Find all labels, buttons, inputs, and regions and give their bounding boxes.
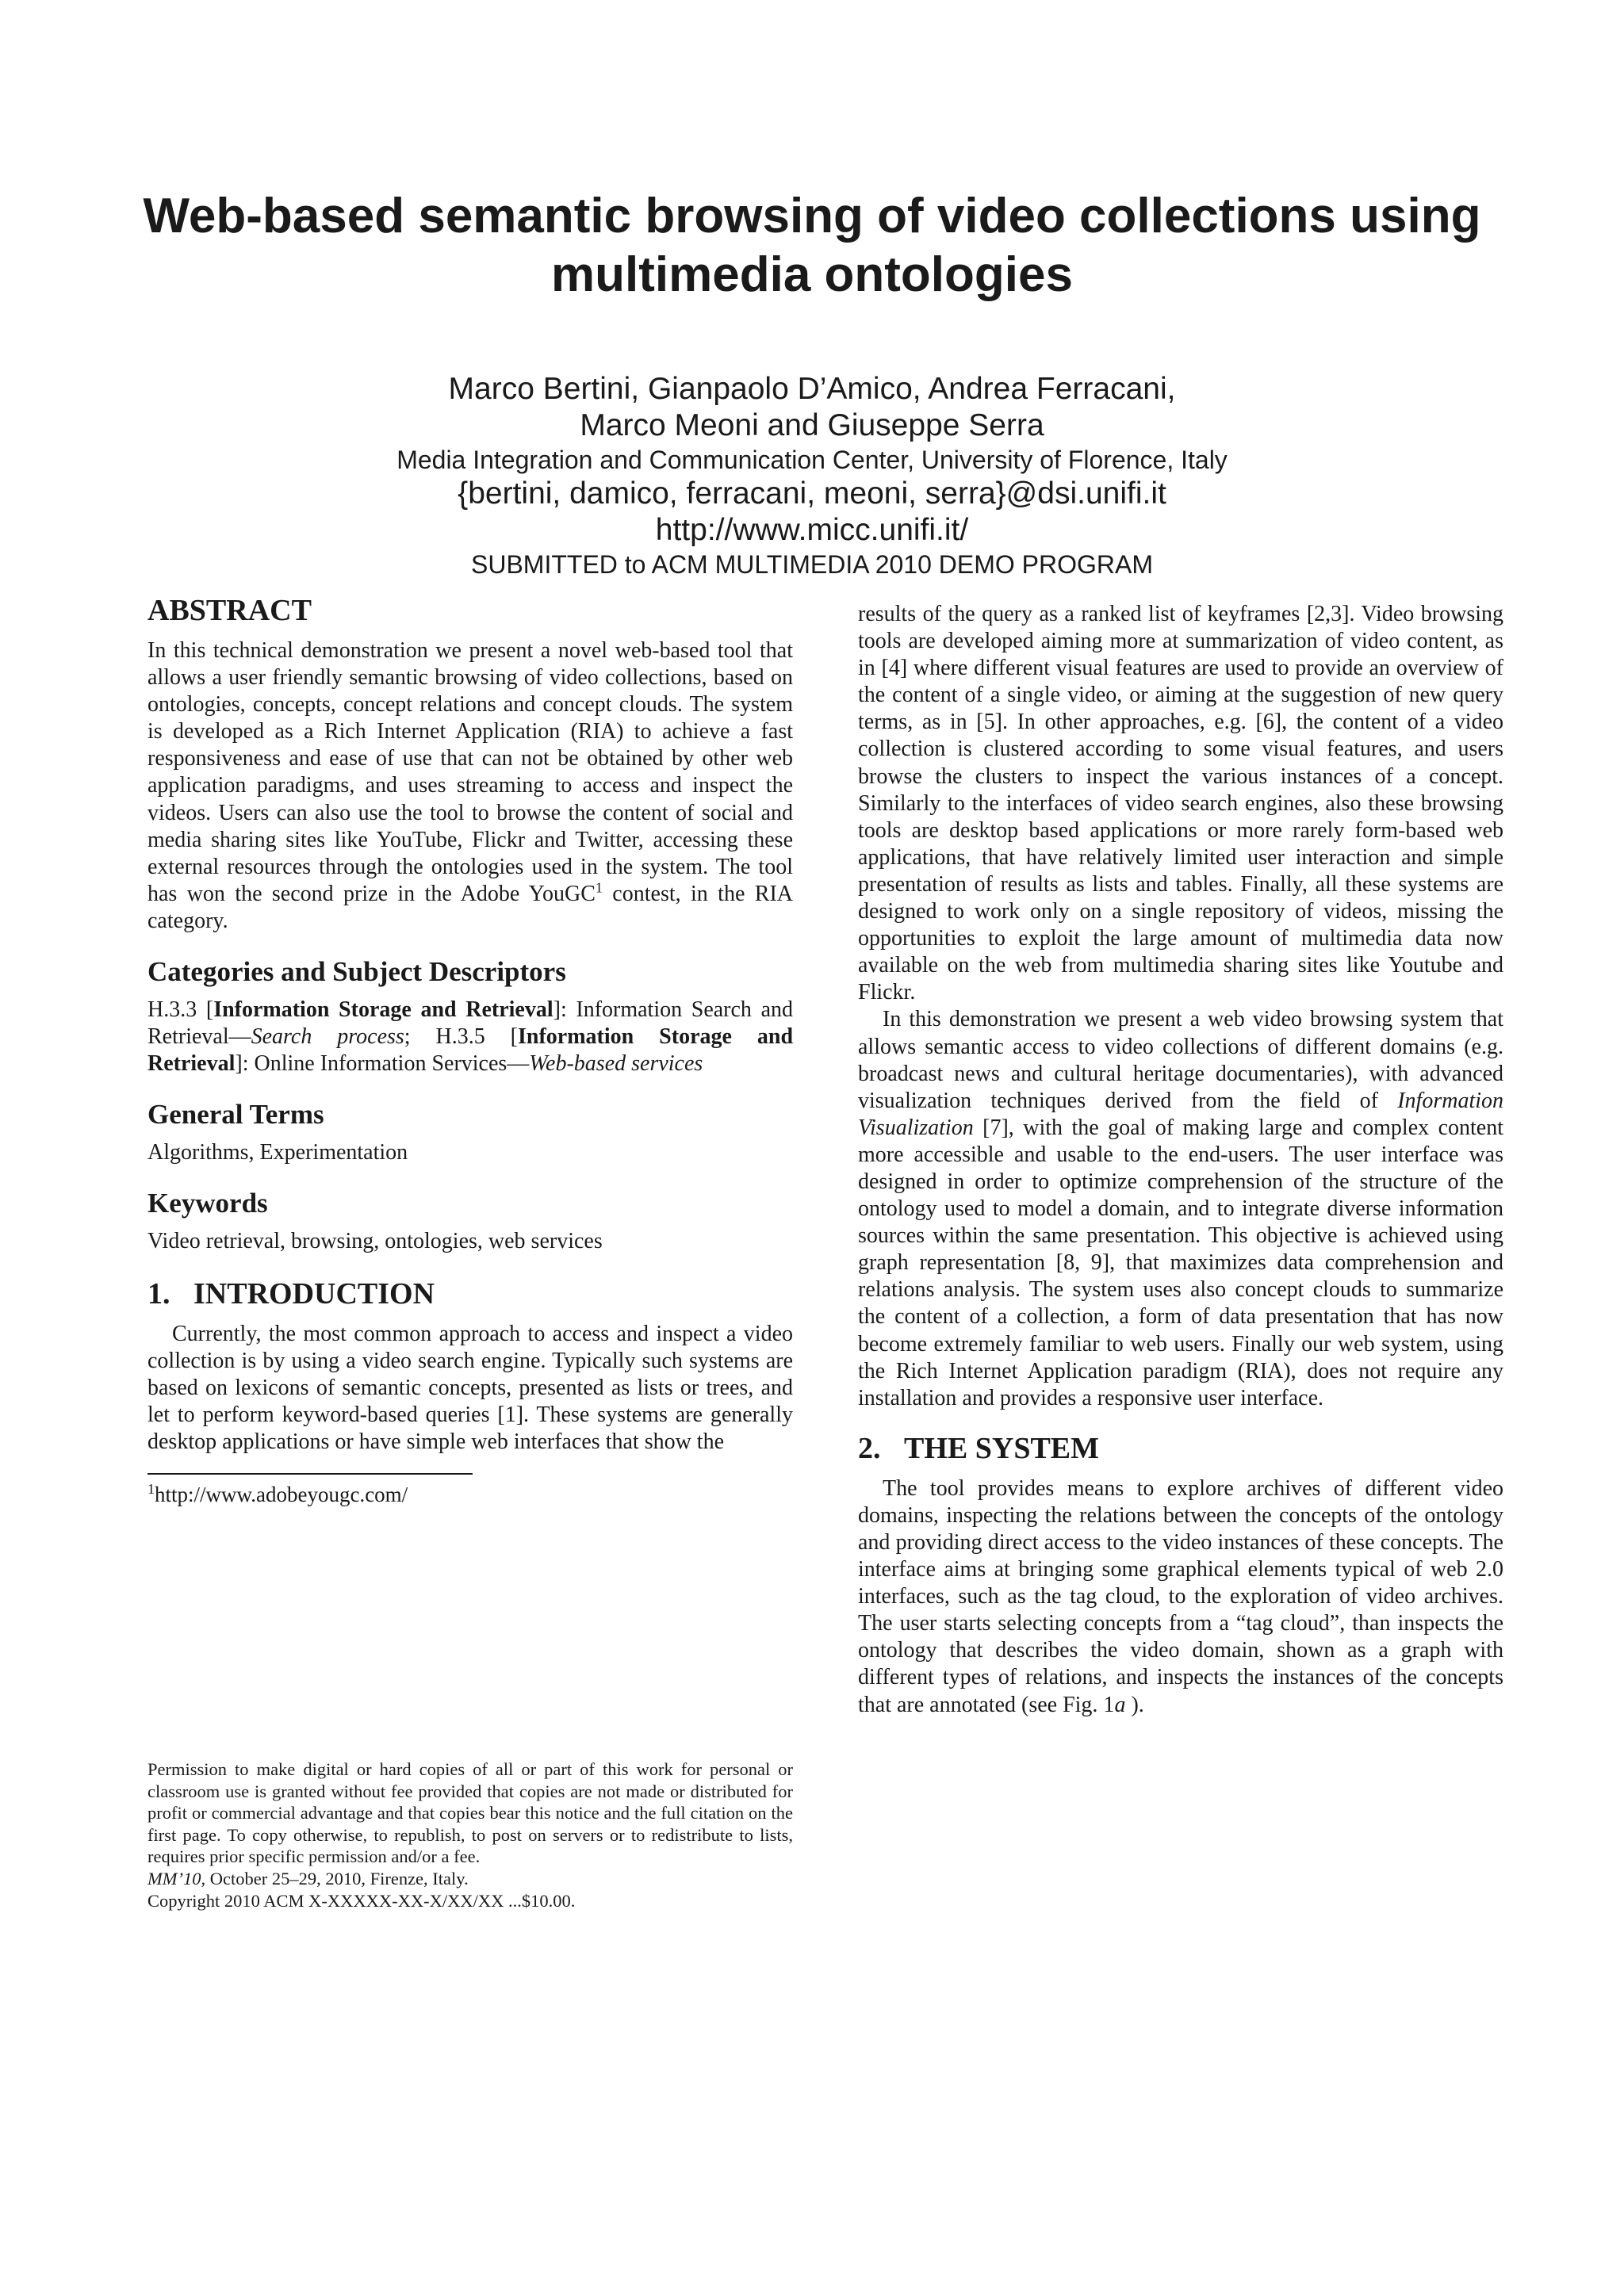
cat-part-1: H.3.3 [ — [147, 997, 214, 1023]
introduction-paragraph-1: Currently, the most common approach to access and inspect a video collection is by using a video search engine. Typically such systems are based on lexicons of semantic concepts, presented as lists or trees, and let to perform keyword-based queries [1]. These systems are generally desktop applications or have simple web interfaces that show the — [147, 1321, 793, 1454]
footnote-rule — [147, 1473, 473, 1475]
intro-p2-start: In this demonstration we present a web video browsing system that allows semantic access to video collections of different domains (e.g. broadcast news and cultural heritage documentaries), with advanced visualization techniques derived from the field of — [858, 1007, 1503, 1113]
permission-text: Permission to make digital or hard copies of all or part of this work for personal or classroom use is granted without fee provided that copies are not made or distributed for profit or commercial advantage and that copies bear this notice and the full citation on the first page. To copy otherwise, to republish, to post on servers or to redistribute to lists, requires prior specific permission and/or a fee. — [147, 1759, 793, 1867]
affiliation: Media Integration and Communication Center, University of Florence, Italy — [396, 446, 1228, 474]
cat-part-3: ; H.3.5 [ — [404, 1024, 519, 1050]
cat-part-2: ]: Information Search and Retrieval— — [147, 997, 793, 1050]
general-terms-text: Algorithms, Experimentation — [147, 1140, 408, 1165]
general-terms-heading: General Terms — [147, 1099, 324, 1131]
abstract-text — [147, 637, 793, 935]
submission-note: SUBMITTED to ACM MULTIMEDIA 2010 DEMO PROGRAM — [471, 550, 1153, 579]
author-block — [119, 371, 1505, 580]
cat-part-4: ]: Online Information Services— — [235, 1051, 530, 1077]
keywords-text: Video retrieval, browsing, ontologies, web services — [147, 1229, 603, 1254]
categories-heading: Categories and Subject Descriptors — [147, 956, 566, 988]
intro-p2-italic: Information Visualization — [858, 1088, 1503, 1140]
conference-name: MM’10, — [147, 1868, 206, 1888]
footnote-mark: 1 — [147, 1480, 155, 1497]
categories-text — [147, 997, 793, 1077]
copyright-line: Copyright 2010 ACM X-XXXXX-XX-X/XX/XX ...$10.00. — [147, 1890, 576, 1911]
system-p1-start: The tool provides means to explore archives of different video domains, inspecting the relations between the concepts of the ontology and providing direct access to the video instances of these concepts. The interface aims at bringing some graphical elements typical of web 2.0 interfaces, such as the tag cloud, to the exploration of video archives. The user starts selecting concepts from a “tag cloud”, than inspects the ontology that describes the video domain, shown as a graph with different types of relations, and inspects the instances of the concepts that are annotated (see Fig. 1 — [858, 1475, 1503, 1717]
system-p1-italic: a — [1114, 1692, 1126, 1717]
abstract-heading: ABSTRACT — [147, 594, 312, 627]
introduction-number: 1. — [147, 1276, 170, 1311]
abstract-footnote-mark: 1 — [595, 879, 603, 896]
title-line-1: Web-based semantic browsing of video collections using — [143, 189, 1481, 243]
introduction-heading — [147, 1276, 793, 1311]
right-column — [858, 601, 1503, 1719]
introduction-paragraph-1-continued: results of the query as a ranked list of keyframes [2,3]. Video browsing tools are developed aiming more at summarization of video content, as in [4] where different visual features are used to provide an overview of the content of a single video, or aiming at the suggestion of new query terms, as in [5]. In other approaches, e.g. [6], the content of a video collection is clustered according to some visual features, and users browse the clusters to inspect the various instances of a concept. Similarly to the interfaces of video search engines, also these browsing tools are desktop based applications or more rarely form-based web applications, that have relatively limited user interaction and simple presentation of results as lists and tables. Finally, all these systems are designed to work only on a single repository of videos, missing the opportunities to exploit the large amount of multimedia data now available on the web from multimedia sharing sites like Youtube and Flickr. — [858, 602, 1503, 1005]
footnote-url: http://www.adobeyougc.com/ — [155, 1482, 408, 1506]
title-line-2: multimedia ontologies — [551, 247, 1073, 302]
paper-title — [119, 187, 1505, 304]
system-paragraph-1 — [858, 1475, 1503, 1719]
introduction-paragraph-2 — [858, 1006, 1503, 1411]
cat-bold-1: Information Storage and Retrieval — [213, 997, 553, 1023]
system-p1-end: ). — [1125, 1692, 1144, 1717]
system-heading — [858, 1431, 1503, 1466]
cat-italic-2: Web-based services — [529, 1051, 703, 1077]
lab-url: http://www.micc.unifi.it/ — [655, 513, 969, 547]
introduction-title: INTRODUCTION — [193, 1276, 435, 1311]
intro-p2-end: [7], with the goal of making large and complex content more accessible and usable to the end-users. The user interface was designed in order to optimize comprehension of the structure of the ontology used to model a domain, and to integrate diverse information sources within the same presentation. This objective is achieved using graph representation [8, 9], that maximizes data comprehension and relations analysis. The system uses also concept clouds to summarize the content of a collection, a form of data presentation that has now become extremely familiar to web users. Finally our web system, using the Rich Internet Application paradigm (RIA), does not require any installation and provides a responsive user interface. — [858, 1115, 1503, 1410]
system-number: 2. — [858, 1431, 881, 1465]
footnote — [147, 1481, 793, 1508]
conference-line — [147, 1868, 793, 1890]
cat-bold-2: Information Storage and Retrieval — [147, 1024, 794, 1077]
system-title: THE SYSTEM — [904, 1431, 1100, 1465]
authors-line-1: Marco Bertini, Gianpaolo D’Amico, Andrea Ferracani, — [448, 372, 1176, 406]
permission-block — [147, 1758, 793, 1911]
authors-line-2: Marco Meoni and Giuseppe Serra — [580, 408, 1044, 442]
conference-details: October 25–29, 2010, Firenze, Italy. — [205, 1868, 469, 1888]
cat-italic-1: Search process — [251, 1024, 404, 1050]
left-column — [147, 593, 793, 1508]
abstract-text-end: contest, in the RIA category. — [147, 881, 793, 933]
keywords-heading: Keywords — [147, 1188, 268, 1219]
author-emails: {bertini, damico, ferracani, meoni, serra}@dsi.unifi.it — [458, 476, 1166, 511]
abstract-text-main: In this technical demonstration we present a novel web-based tool that allows a user friendly semantic browsing of video collections, based on ontologies, concepts, concept relations and concept clouds. The system is developed as a Rich Internet Application (RIA) to achieve a fast responsiveness and ease of use that can not be obtained by other web application paradigms, and uses streaming to access and inspect the videos. Users can also use the tool to browse the content of social and media sharing sites like YouTube, Flickr and Twitter, accessing these external resources through the ontologies used in the system. The tool has won the second prize in the Adobe YouGC — [147, 638, 793, 906]
